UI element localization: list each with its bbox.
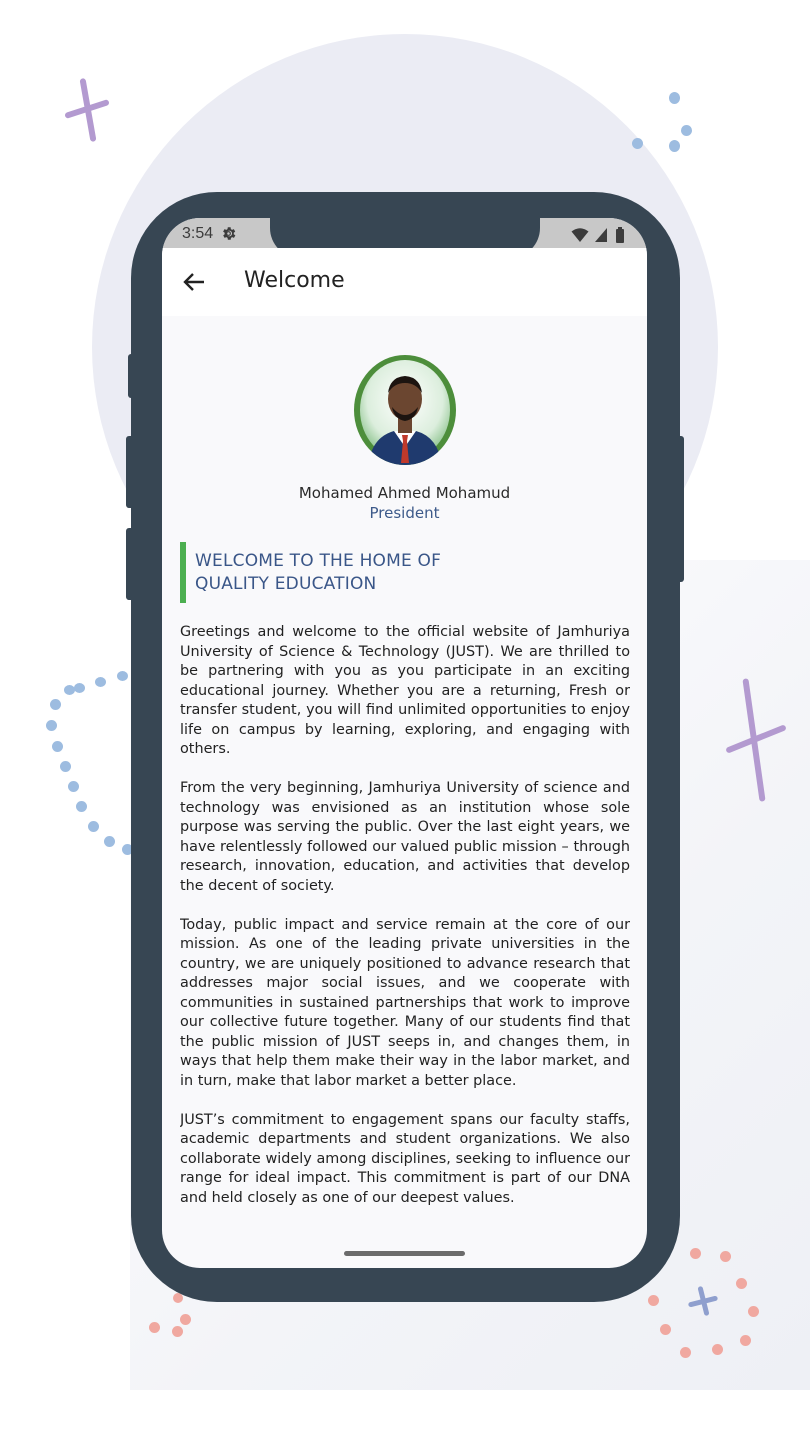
status-bar xyxy=(162,218,647,248)
status-time: 3:54 xyxy=(182,225,214,242)
section-heading xyxy=(195,550,495,596)
decorative-dots-blue-curve xyxy=(40,665,140,865)
paragraph: From the very beginning, Jamhuriya University of science and technology was envisioned as an institution whose sole purpose was serving the public. Over the last eight years, we have relentlessly followed our valued public mission – through research, innovation, education, and activities that develop the decent of society. xyxy=(180,780,630,894)
status-icons xyxy=(571,224,625,243)
avatar xyxy=(354,355,456,465)
wifi-icon xyxy=(571,227,589,243)
decorative-cross-blue xyxy=(686,1284,722,1320)
decorative-dots-blue-top xyxy=(628,88,698,158)
heading-accent-bar xyxy=(180,542,186,603)
decorative-cross-purple xyxy=(60,70,120,150)
page-title: Welcome xyxy=(244,268,345,293)
section-heading-line-1: WELCOME TO THE HOME OF xyxy=(195,551,442,571)
president-portrait xyxy=(354,355,456,465)
president-name: Mohamed Ahmed Mohamud xyxy=(298,484,511,502)
paragraph: Greetings and welcome to the official website of Jamhuriya University of Science & Technology (JUST). We are thrilled to be partnering with you as you participate in an exciting educational journey. Whether you are a returning, Fresh or transfer student, you will find unlimited opportunities to enjoy life on campus by learning, exploring, and engaging with others. xyxy=(180,624,630,757)
settings-gear-icon xyxy=(220,225,237,242)
section-heading-line-2: QUALITY EDUCATION xyxy=(195,574,377,594)
arrow-left-icon xyxy=(183,272,205,292)
welcome-message xyxy=(180,623,630,1239)
cellular-signal-icon xyxy=(594,227,608,243)
paragraph: Today, public impact and service remain at the core of our mission. As one of the leading private universities in the country, we are uniquely positioned to advance research that addresses major social issues, and we cooperate with communities in sustained partnerships that work to improve our collective future together. Many of our students find that the public mission of JUST seeps in, and changes them, in ways that help them make their way in the labor market, and in turn, make that labor market a better place. xyxy=(180,916,630,1089)
home-indicator[interactable] xyxy=(344,1251,465,1256)
back-button[interactable] xyxy=(176,264,212,300)
decorative-cross-purple-right xyxy=(720,676,800,806)
paragraph: JUST’s commitment to engagement spans our faculty staffs, academic departments and student organizations. We also collaborate widely among disciplines, seeking to influence our range for ideal impact. This commitment is part of our DNA and held closely as one of our deepest values. xyxy=(180,1111,630,1206)
phone-screen xyxy=(162,218,647,1268)
president-role: President xyxy=(369,504,440,522)
battery-icon xyxy=(615,227,625,243)
app-bar xyxy=(162,248,647,316)
